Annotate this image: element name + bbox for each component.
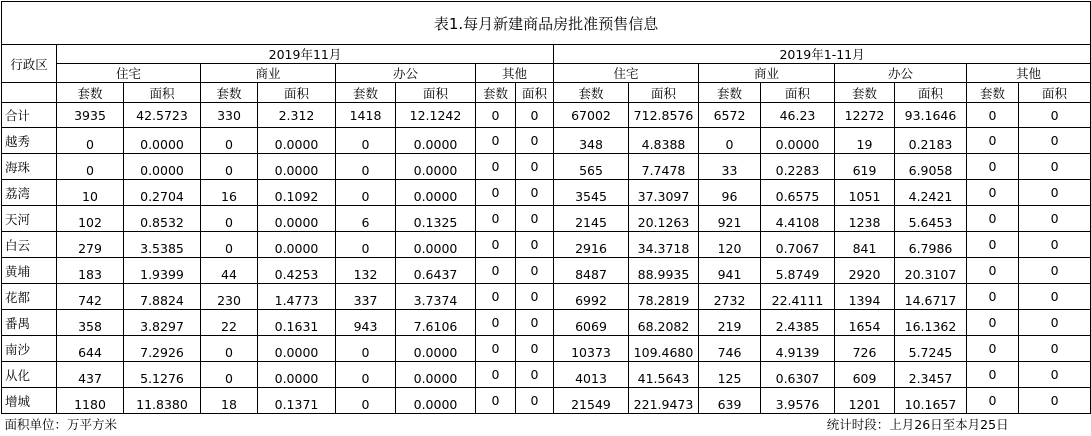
cell-units: 1180 xyxy=(57,388,124,414)
subheader-units: 套数 xyxy=(835,83,895,103)
cell-units: 0 xyxy=(967,362,1019,388)
cell-area: 4.4108 xyxy=(761,206,835,232)
cell-units: 0 xyxy=(476,206,516,232)
cell-area: 0.0000 xyxy=(258,206,336,232)
cell-area: 11.8380 xyxy=(124,388,201,414)
cell-units: 0 xyxy=(201,336,258,362)
cell-area: 3.8297 xyxy=(124,310,201,336)
cell-area: 0 xyxy=(1019,284,1091,310)
cell-units: 183 xyxy=(57,258,124,284)
cell-area: 4.8388 xyxy=(629,128,699,154)
district-header: 行政区 xyxy=(2,45,57,83)
cell-area: 1.4773 xyxy=(258,284,336,310)
cell-area: 221.9473 xyxy=(629,388,699,414)
cell-units: 1394 xyxy=(835,284,895,310)
cell-units: 0 xyxy=(476,180,516,206)
cell-area: 0.0000 xyxy=(396,336,476,362)
subheader-units: 套数 xyxy=(476,83,516,103)
subheader-units: 套数 xyxy=(57,83,124,103)
cell-area: 0.0000 xyxy=(396,154,476,180)
cell-units: 4013 xyxy=(554,362,629,388)
district-name: 增城 xyxy=(2,388,57,414)
cell-area: 0 xyxy=(516,206,554,232)
cell-units: 19 xyxy=(835,128,895,154)
category-header-other: 其他 xyxy=(967,64,1091,83)
cell-units: 3935 xyxy=(57,103,124,128)
cell-area: 12.1242 xyxy=(396,103,476,128)
subheader-units: 套数 xyxy=(201,83,258,103)
district-name: 合计 xyxy=(2,103,57,128)
cell-units: 0 xyxy=(967,258,1019,284)
cell-units: 2916 xyxy=(554,232,629,258)
district-name: 番禺 xyxy=(2,310,57,336)
cell-area: 6.7986 xyxy=(895,232,967,258)
cell-units: 3545 xyxy=(554,180,629,206)
period-header-month: 2019年11月 xyxy=(57,45,554,64)
cell-area: 41.5643 xyxy=(629,362,699,388)
cell-units: 348 xyxy=(554,128,629,154)
cell-area: 20.3107 xyxy=(895,258,967,284)
cell-area: 0 xyxy=(516,284,554,310)
cell-units: 18 xyxy=(201,388,258,414)
cell-area: 14.6717 xyxy=(895,284,967,310)
district-name: 海珠 xyxy=(2,154,57,180)
cell-units: 358 xyxy=(57,310,124,336)
cell-area: 0 xyxy=(516,180,554,206)
cell-units: 22 xyxy=(201,310,258,336)
cell-area: 0 xyxy=(1019,362,1091,388)
cell-units: 0 xyxy=(201,154,258,180)
cell-units: 0 xyxy=(967,103,1019,128)
cell-units: 0 xyxy=(336,362,396,388)
cell-area: 0 xyxy=(516,336,554,362)
cell-units: 1051 xyxy=(835,180,895,206)
cell-units: 639 xyxy=(699,388,761,414)
cell-units: 0 xyxy=(336,336,396,362)
cell-area: 20.1263 xyxy=(629,206,699,232)
cell-area: 0 xyxy=(1019,310,1091,336)
cell-area: 2.4385 xyxy=(761,310,835,336)
cell-area: 0.1325 xyxy=(396,206,476,232)
cell-area: 7.7478 xyxy=(629,154,699,180)
cell-area: 0.7067 xyxy=(761,232,835,258)
cell-units: 619 xyxy=(835,154,895,180)
subheader-units: 套数 xyxy=(967,83,1019,103)
cell-units: 337 xyxy=(336,284,396,310)
cell-units: 921 xyxy=(699,206,761,232)
cell-area: 5.8749 xyxy=(761,258,835,284)
table-row xyxy=(2,310,1091,336)
cell-area: 0 xyxy=(516,362,554,388)
cell-area: 0 xyxy=(516,310,554,336)
cell-area: 10.1657 xyxy=(895,388,967,414)
cell-units: 132 xyxy=(336,258,396,284)
table-row xyxy=(2,362,1091,388)
cell-units: 0 xyxy=(967,388,1019,414)
subheader-units: 套数 xyxy=(336,83,396,103)
category-header-office: 办公 xyxy=(336,64,476,83)
cell-area: 93.1646 xyxy=(895,103,967,128)
cell-units: 0 xyxy=(967,284,1019,310)
cell-area: 0.1371 xyxy=(258,388,336,414)
cell-area: 7.8824 xyxy=(124,284,201,310)
table-row xyxy=(2,258,1091,284)
subheader-area: 面积 xyxy=(516,83,554,103)
cell-area: 0 xyxy=(1019,154,1091,180)
district-name: 荔湾 xyxy=(2,180,57,206)
cell-units: 0 xyxy=(57,128,124,154)
table-title: 表1.每月新建商品房批准预售信息 xyxy=(2,2,1091,45)
cell-area: 0.0000 xyxy=(258,154,336,180)
table-row xyxy=(2,154,1091,180)
cell-area: 0.0000 xyxy=(761,128,835,154)
cell-units: 0 xyxy=(336,128,396,154)
category-header-residential: 住宅 xyxy=(554,64,699,83)
cell-area: 0.0000 xyxy=(124,154,201,180)
cell-area: 5.1276 xyxy=(124,362,201,388)
cell-area: 0.0000 xyxy=(258,232,336,258)
cell-area: 22.4111 xyxy=(761,284,835,310)
cell-area: 42.5723 xyxy=(124,103,201,128)
cell-area: 4.2421 xyxy=(895,180,967,206)
cell-units: 0 xyxy=(336,232,396,258)
cell-units: 437 xyxy=(57,362,124,388)
subheader-area: 面积 xyxy=(761,83,835,103)
cell-units: 1201 xyxy=(835,388,895,414)
cell-units: 941 xyxy=(699,258,761,284)
cell-units: 0 xyxy=(476,310,516,336)
subheader-area: 面积 xyxy=(629,83,699,103)
cell-units: 16 xyxy=(201,180,258,206)
cell-area: 16.1362 xyxy=(895,310,967,336)
cell-units: 0 xyxy=(336,388,396,414)
cell-units: 2145 xyxy=(554,206,629,232)
cell-area: 3.7374 xyxy=(396,284,476,310)
cell-area: 0.0000 xyxy=(396,180,476,206)
cell-area: 5.6453 xyxy=(895,206,967,232)
cell-units: 0 xyxy=(476,103,516,128)
cell-units: 0 xyxy=(57,154,124,180)
cell-area: 0.6437 xyxy=(396,258,476,284)
cell-area: 7.2926 xyxy=(124,336,201,362)
cell-area: 0.6575 xyxy=(761,180,835,206)
cell-units: 6 xyxy=(336,206,396,232)
cell-area: 0 xyxy=(516,258,554,284)
cell-area: 2.3457 xyxy=(895,362,967,388)
cell-area: 0 xyxy=(1019,388,1091,414)
cell-units: 21549 xyxy=(554,388,629,414)
table-row xyxy=(2,206,1091,232)
cell-area: 3.9576 xyxy=(761,388,835,414)
presale-table xyxy=(1,1,1091,434)
cell-units: 10 xyxy=(57,180,124,206)
cell-units: 644 xyxy=(57,336,124,362)
table-row xyxy=(2,103,1091,128)
category-header-residential: 住宅 xyxy=(57,64,201,83)
cell-units: 746 xyxy=(699,336,761,362)
table-row xyxy=(2,180,1091,206)
cell-units: 565 xyxy=(554,154,629,180)
cell-units: 0 xyxy=(967,154,1019,180)
cell-area: 0 xyxy=(1019,206,1091,232)
cell-units: 1418 xyxy=(336,103,396,128)
subheader-area: 面积 xyxy=(258,83,336,103)
cell-area: 0 xyxy=(1019,258,1091,284)
cell-units: 6069 xyxy=(554,310,629,336)
cell-units: 0 xyxy=(201,206,258,232)
cell-units: 44 xyxy=(201,258,258,284)
cell-units: 742 xyxy=(57,284,124,310)
cell-units: 0 xyxy=(476,232,516,258)
category-header-commercial: 商业 xyxy=(201,64,336,83)
cell-area: 0.0000 xyxy=(258,128,336,154)
cell-area: 0.2283 xyxy=(761,154,835,180)
cell-area: 2.312 xyxy=(258,103,336,128)
cell-units: 0 xyxy=(201,362,258,388)
subheader-units: 套数 xyxy=(699,83,761,103)
cell-area: 0 xyxy=(516,388,554,414)
cell-units: 96 xyxy=(699,180,761,206)
cell-units: 8487 xyxy=(554,258,629,284)
stat-period-note: 统计时段：上月26日至本月25日 xyxy=(826,417,1009,432)
cell-area: 5.7245 xyxy=(895,336,967,362)
cell-units: 67002 xyxy=(554,103,629,128)
cell-units: 230 xyxy=(201,284,258,310)
table-row xyxy=(2,336,1091,362)
cell-area: 0.4253 xyxy=(258,258,336,284)
cell-units: 726 xyxy=(835,336,895,362)
cell-units: 0 xyxy=(476,128,516,154)
cell-units: 0 xyxy=(476,388,516,414)
cell-area: 6.9058 xyxy=(895,154,967,180)
cell-area: 0 xyxy=(516,154,554,180)
cell-area: 0 xyxy=(516,232,554,258)
cell-area: 0 xyxy=(516,103,554,128)
cell-area: 88.9935 xyxy=(629,258,699,284)
cell-units: 2732 xyxy=(699,284,761,310)
district-name: 白云 xyxy=(2,232,57,258)
cell-area: 0.0000 xyxy=(396,128,476,154)
cell-area: 0.0000 xyxy=(396,232,476,258)
cell-area: 0 xyxy=(1019,232,1091,258)
cell-units: 0 xyxy=(967,310,1019,336)
cell-units: 0 xyxy=(476,258,516,284)
cell-units: 0 xyxy=(967,232,1019,258)
table-row xyxy=(2,388,1091,414)
cell-area: 7.6106 xyxy=(396,310,476,336)
cell-area: 34.3718 xyxy=(629,232,699,258)
category-header-office: 办公 xyxy=(835,64,967,83)
cell-units: 0 xyxy=(699,128,761,154)
cell-units: 120 xyxy=(699,232,761,258)
cell-area: 0.0000 xyxy=(258,362,336,388)
subheader-area: 面积 xyxy=(396,83,476,103)
category-header-other: 其他 xyxy=(476,64,554,83)
table-row xyxy=(2,232,1091,258)
cell-units: 6992 xyxy=(554,284,629,310)
district-name: 花都 xyxy=(2,284,57,310)
cell-area: 0.1631 xyxy=(258,310,336,336)
cell-units: 33 xyxy=(699,154,761,180)
cell-units: 2920 xyxy=(835,258,895,284)
cell-units: 0 xyxy=(967,128,1019,154)
subheader-units: 套数 xyxy=(554,83,629,103)
cell-units: 1654 xyxy=(835,310,895,336)
cell-area: 1.9399 xyxy=(124,258,201,284)
cell-area: 0 xyxy=(516,128,554,154)
cell-units: 1238 xyxy=(835,206,895,232)
cell-area: 37.3097 xyxy=(629,180,699,206)
cell-units: 0 xyxy=(476,362,516,388)
district-name: 黄埔 xyxy=(2,258,57,284)
cell-area: 78.2819 xyxy=(629,284,699,310)
cell-area: 0.0000 xyxy=(124,128,201,154)
cell-area: 0.0000 xyxy=(396,388,476,414)
cell-units: 0 xyxy=(201,128,258,154)
cell-units: 0 xyxy=(967,336,1019,362)
district-name: 从化 xyxy=(2,362,57,388)
table-row xyxy=(2,128,1091,154)
district-header-blank xyxy=(2,83,57,103)
cell-area: 0.0000 xyxy=(396,362,476,388)
district-name: 越秀 xyxy=(2,128,57,154)
cell-area: 0.2183 xyxy=(895,128,967,154)
cell-area: 46.23 xyxy=(761,103,835,128)
cell-area: 109.4680 xyxy=(629,336,699,362)
cell-units: 6572 xyxy=(699,103,761,128)
cell-units: 102 xyxy=(57,206,124,232)
district-name: 南沙 xyxy=(2,336,57,362)
cell-area: 0.2704 xyxy=(124,180,201,206)
cell-area: 0 xyxy=(1019,103,1091,128)
cell-area: 0.8532 xyxy=(124,206,201,232)
cell-units: 609 xyxy=(835,362,895,388)
cell-units: 0 xyxy=(967,206,1019,232)
cell-area: 0.0000 xyxy=(258,336,336,362)
cell-units: 0 xyxy=(201,232,258,258)
cell-units: 841 xyxy=(835,232,895,258)
cell-area: 0 xyxy=(1019,180,1091,206)
cell-area: 0 xyxy=(1019,128,1091,154)
subheader-area: 面积 xyxy=(1019,83,1091,103)
cell-units: 0 xyxy=(476,284,516,310)
cell-area: 68.2082 xyxy=(629,310,699,336)
cell-units: 279 xyxy=(57,232,124,258)
cell-units: 0 xyxy=(336,154,396,180)
subheader-area: 面积 xyxy=(895,83,967,103)
cell-area: 0.6307 xyxy=(761,362,835,388)
cell-units: 12272 xyxy=(835,103,895,128)
cell-units: 0 xyxy=(336,180,396,206)
cell-area: 0 xyxy=(1019,336,1091,362)
cell-units: 0 xyxy=(476,154,516,180)
period-header-ytd: 2019年1-11月 xyxy=(554,45,1091,64)
cell-area: 712.8576 xyxy=(629,103,699,128)
district-name: 天河 xyxy=(2,206,57,232)
cell-area: 0.1092 xyxy=(258,180,336,206)
cell-units: 330 xyxy=(201,103,258,128)
table-row xyxy=(2,284,1091,310)
cell-units: 0 xyxy=(967,180,1019,206)
cell-units: 219 xyxy=(699,310,761,336)
cell-units: 943 xyxy=(336,310,396,336)
category-header-commercial: 商业 xyxy=(699,64,835,83)
subheader-area: 面积 xyxy=(124,83,201,103)
cell-area: 3.5385 xyxy=(124,232,201,258)
cell-units: 0 xyxy=(476,336,516,362)
cell-area: 4.9139 xyxy=(761,336,835,362)
cell-units: 10373 xyxy=(554,336,629,362)
area-unit-note: 面积单位：万平方米 xyxy=(4,417,118,432)
cell-units: 125 xyxy=(699,362,761,388)
